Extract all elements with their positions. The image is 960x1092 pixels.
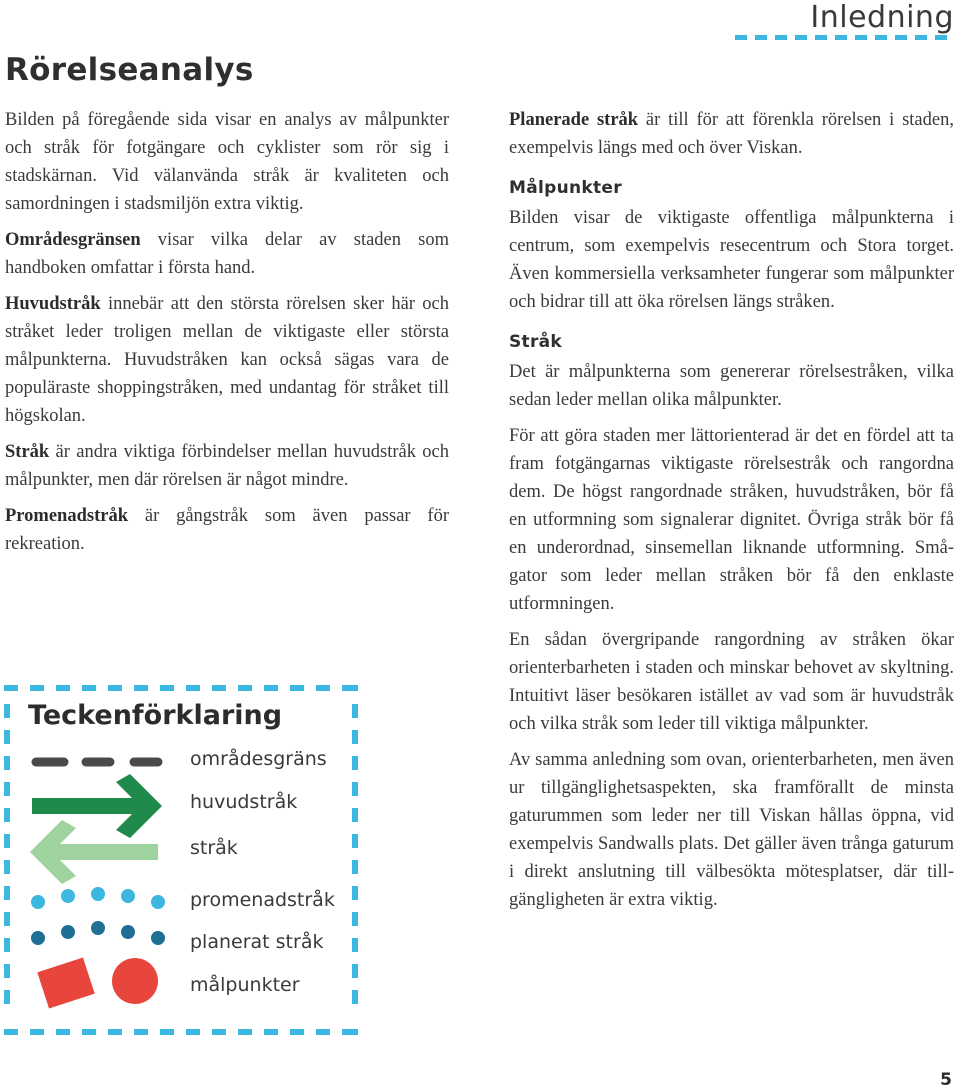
legend-box [0, 680, 370, 1040]
subheading-strak: Stråk [509, 332, 563, 352]
page-title: Rörelseanalys [5, 52, 254, 88]
legend-label-huvudstrak: huvudstråk [190, 791, 298, 813]
paragraph-strak [5, 438, 449, 494]
paragraph-tillganglighet: Av samma anledning som ovan, orienterbarheten, men även ur tillgänglighetsaspekten, ska framförallt de minsta gaturummen som leder ner till Viskan hållas öppna, vid exempelvis Sandwalls plats. Det gäller även trånga gaturum i direkt anslutning till välbesökta mötesplatser, där tillgängligheten är extra viktig. [509, 750, 954, 910]
term-strak: Stråk [5, 442, 50, 462]
paragraph-malpunkter: Bilden visar de viktigaste offentliga målpunkterna i centrum, som exempelvis resecentrum och Stora torget. Även kommersiella verksamheter fungerar som målpunkter och bidrar till att öka rörelsen längs stråken. [509, 208, 954, 312]
legend-label-planerat-strak: planerat stråk [190, 931, 324, 953]
intro-paragraph: Bilden på föregående sida visar en analys av målpunkter och stråk för fotgängare och cyklister som rör sig i stadskärnan. Vid välanvända stråk är kvaliteten och samordningen i stadsmiljön extra viktig. [5, 110, 449, 214]
page-number: 5 [940, 1070, 952, 1090]
route-arrow-icon [30, 820, 158, 884]
paragraph-text: visar vilka delar av staden som handboken omfattar i första hand. [5, 230, 449, 278]
paragraph-orienterbarhet: En sådan övergripande rangordning av stråken ökar orienterbarheten i staden och minskar behovet av skyltning. Intuitivt läser besökaren istället av vad som är huvudstråk och vilka stråk som leder till viktiga målpunkter. [509, 630, 954, 734]
paragraph-strak-generering: Det är målpunkterna som genererar rörelsestråken, vilka sedan leder mellan olika målpunkter. [509, 362, 954, 410]
paragraph-text: är till för att förenkla rörelsen i staden, exempelvis längs med och över Viskan. [509, 110, 954, 158]
legend-label-promenadstrak: promenadstråk [190, 889, 335, 911]
term-omradesgransen: Områdesgränsen [5, 230, 141, 250]
paragraph-text: är gångstråk som även passar för rekreation. [5, 506, 449, 554]
term-promenadstrak: Promenadstråk [5, 506, 128, 526]
legend-symbols [20, 740, 200, 1040]
legend-label-strak: stråk [190, 837, 238, 859]
legend-label-malpunkter: målpunkter [190, 974, 300, 996]
legend-title: Teckenförklaring [28, 700, 283, 731]
paragraph-omradesgrans [5, 226, 449, 282]
subheading-malpunkter: Målpunkter [509, 178, 622, 198]
term-huvudstrak: Huvudstråk [5, 294, 101, 314]
paragraph-promenadstrak [5, 502, 449, 558]
main-route-arrow-icon [32, 774, 162, 838]
promenade-route-dots [31, 887, 165, 909]
section-title: Inledning [810, 0, 954, 35]
term-planerade-strak: Planerade stråk [509, 110, 639, 130]
planned-route-dots [31, 921, 165, 945]
paragraph-planerade [509, 106, 954, 162]
section-divider [735, 35, 955, 41]
target-point-symbols [37, 958, 158, 1009]
paragraph-text: är andra viktiga förbindelser mellan huvudstråk och målpunkter, men där rörelsen är något mindre. [5, 442, 449, 490]
paragraph-rangordning: För att göra staden mer lättorienterad är det en fördel att ta fram fotgängarnas viktigaste rörelsestråk och rangordna dem. De högst rangordnade stråken, huvudstråken, bör få en utformning som signalerar dignitet. Övriga stråk bör få en underordnad, sinsemellan liknande utformning. Smågator som leder mellan stråken bör få den enklaste utformningen. [509, 426, 954, 614]
paragraph-huvudstrak [5, 290, 449, 430]
right-column [509, 106, 954, 922]
left-column [5, 106, 449, 566]
paragraph-text: innebär att den största rörelsen sker här och stråket leder troligen mellan de viktigaste eller största målpunkterna. Huvudstråken kan också sägas vara de populäraste shoppingstråken, med undantag för stråket till högskolan. [5, 294, 449, 426]
legend-label-omradesgrans: områdesgräns [190, 748, 327, 770]
